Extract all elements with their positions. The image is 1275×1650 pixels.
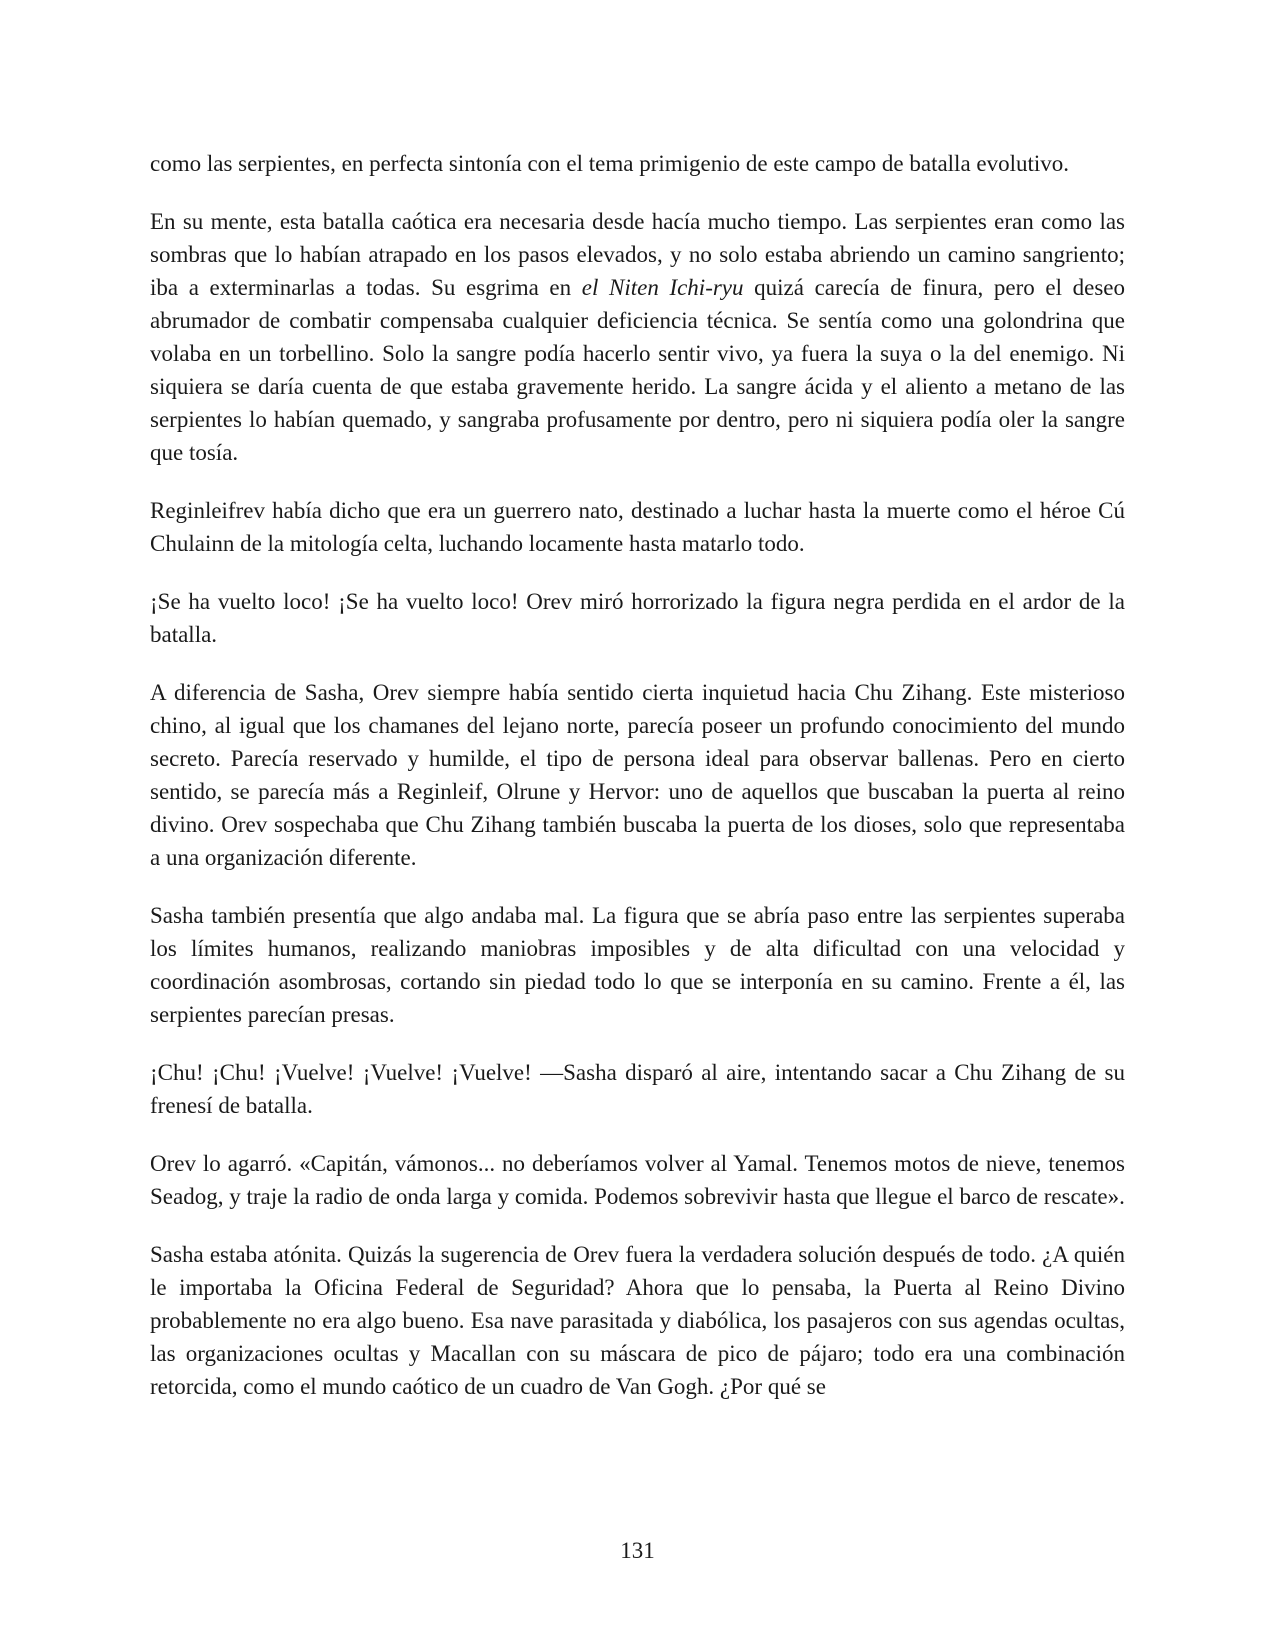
paragraph-8: Orev lo agarró. «Capitán, vámonos... no deberíamos volver al Yamal. Tenemos motos de nieve, tenemos Seadog, y traje la radio de onda larga y comida. Podemos sobrevivir hasta que llegue el barco de rescate». (150, 1151, 1125, 1209)
paragraph-2-italic-term: el Niten Ichi-ryu (581, 275, 744, 300)
paragraph-7: ¡Chu! ¡Chu! ¡Vuelve! ¡Vuelve! ¡Vuelve! —Sasha disparó al aire, intentando sacar a Chu Zihang de su frenesí de batalla. (150, 1060, 1125, 1118)
paragraph-2-text-after: quizá carecía de finura, pero el deseo abrumador de combatir compensaba cualquier deficiencia técnica. Se sentía como una golondrina que volaba en un torbellino. Solo la sangre podía hacerlo sentir vivo, ya fuera la suya o la del enemigo. Ni siquiera se daría cuenta de que estaba gravemente herido. La sangre ácida y el aliento a metano de las serpientes lo habían quemado, y sangraba profusamente por dentro, pero ni siquiera podía oler la sangre que tosía. (150, 275, 1125, 465)
page-number: 131 (620, 1538, 655, 1563)
paragraph-4: ¡Se ha vuelto loco! ¡Se ha vuelto loco! Orev miró horrorizado la figura negra perdida en el ardor de la batalla. (150, 589, 1125, 647)
paragraph-1: como las serpientes, en perfecta sintonía con el tema primigenio de este campo de batalla evolutivo. (150, 151, 1070, 176)
paragraph-5: A diferencia de Sasha, Orev siempre había sentido cierta inquietud hacia Chu Zihang. Este misterioso chino, al igual que los chamanes del lejano norte, parecía poseer un profundo conocimiento del mundo secreto. Parecía reservado y humilde, el tipo de persona ideal para observar ballenas. Pero en cierto sentido, se parecía más a Reginleif, Olrune y Hervor: uno de aquellos que buscaban la puerta al reino divino. Orev sospechaba que Chu Zihang también buscaba la puerta de los dioses, solo que representaba a una organización diferente. (150, 680, 1125, 870)
paragraph-2-text-before: En su mente, esta batalla caótica era necesaria desde hacía mucho tiempo. Las serpientes eran como las sombras que lo habían atrapado en los pasos elevados, y no solo estaba abriendo un camino sangriento; iba a exterminarlas a todas. Su esgrima en (150, 209, 1125, 300)
paragraph-3: Reginleifrev había dicho que era un guerrero nato, destinado a luchar hasta la muerte como el héroe Cú Chulainn de la mitología celta, luchando locamente hasta matarlo todo. (150, 498, 1125, 556)
paragraph-9: Sasha estaba atónita. Quizás la sugerencia de Orev fuera la verdadera solución después de todo. ¿A quién le importaba la Oficina Federal de Seguridad? Ahora que lo pensaba, la Puerta al Reino Divino probablemente no era algo bueno. Esa nave parasitada y diabólica, los pasajeros con sus agendas ocultas, las organizaciones ocultas y Macallan con su máscara de pico de pájaro; todo era una combinación retorcida, como el mundo caótico de un cuadro de Van Gogh. ¿Por qué se (150, 1242, 1125, 1399)
page-body (150, 147, 1125, 1428)
paragraph-2 (150, 205, 1125, 469)
paragraph-6: Sasha también presentía que algo andaba mal. La figura que se abría paso entre las serpientes superaba los límites humanos, realizando maniobras imposibles y de alta dificultad con una velocidad y coordinación asombrosas, cortando sin piedad todo lo que se interponía en su camino. Frente a él, las serpientes parecían presas. (150, 903, 1125, 1027)
